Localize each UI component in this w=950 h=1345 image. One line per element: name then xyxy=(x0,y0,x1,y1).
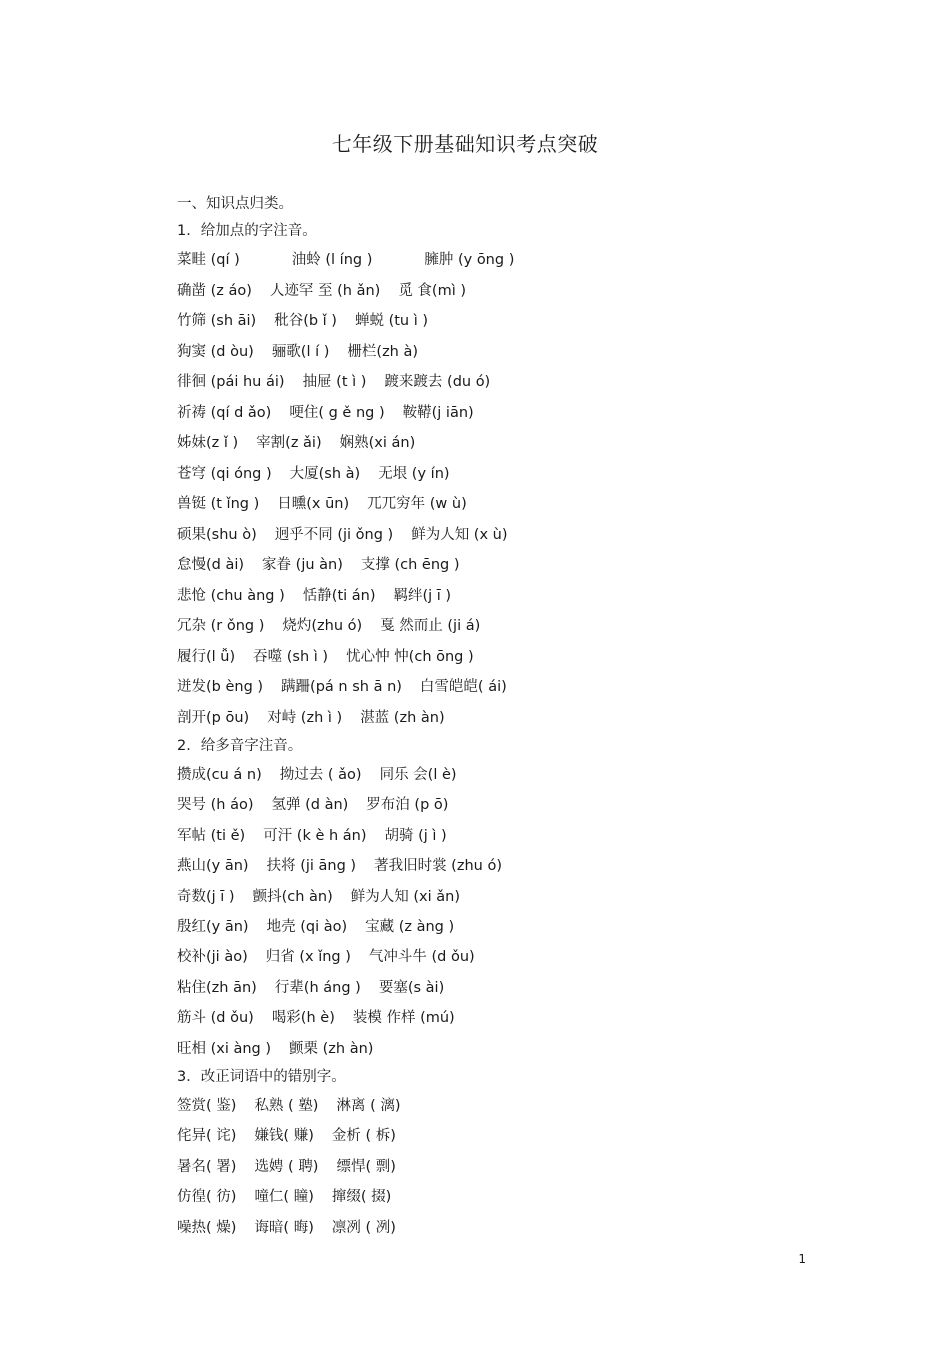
word-item: 秕谷(b ǐ ) xyxy=(274,313,337,329)
word-item: 羁绊(j ī ) xyxy=(393,587,452,604)
page-number: 1 xyxy=(798,1252,806,1266)
word-item: 确凿 (z áo) xyxy=(177,282,252,299)
exercise-row xyxy=(177,398,797,429)
word-item: 祈祷 (qí d ǎo) xyxy=(177,404,272,421)
word-item: 侘异( 诧) xyxy=(177,1128,237,1145)
word-item: 恬静(ti án) xyxy=(302,587,376,604)
exercise-row xyxy=(177,882,797,912)
word-item: 著我旧时裳 (zhu ó) xyxy=(374,858,502,875)
word-item: 栅栏(zh à) xyxy=(347,343,419,360)
word-item: 行辈(h áng ) xyxy=(274,979,361,996)
word-item: 觅 食(mì ) xyxy=(398,282,467,299)
exercise-row xyxy=(177,428,797,459)
exercise-row xyxy=(177,1091,797,1122)
word-item: 支撑 (ch ēng ) xyxy=(360,557,460,573)
word-item: 宰割(z ǎi) xyxy=(256,435,322,451)
word-item: 蝉蜕 (tu ì ) xyxy=(354,313,429,329)
word-item: 气冲斗牛 (d ǒu) xyxy=(368,949,475,966)
word-item: 骊歌(l í ) xyxy=(271,343,330,360)
word-item: 对峙 (zh ì ) xyxy=(267,709,343,726)
word-item: 要塞(s ài) xyxy=(378,979,445,996)
word-item: 暑名( 署) xyxy=(177,1158,237,1175)
word-item: 抽屉 (t ì ) xyxy=(302,374,367,390)
exercise-row xyxy=(177,672,797,703)
exercise-row xyxy=(177,1003,797,1033)
word-item: 迸发(b èng ) xyxy=(177,679,264,695)
word-item: 殷红(y ān) xyxy=(177,918,249,935)
exercise-row xyxy=(177,1152,797,1183)
word-item: 宝藏 (z àng ) xyxy=(365,918,455,935)
word-item: 大厦(sh à) xyxy=(289,465,361,482)
exercise-row xyxy=(177,1213,797,1244)
word-item: 烧灼(zhu ó) xyxy=(282,618,363,634)
word-item: 噪热( 燥) xyxy=(177,1219,237,1236)
word-item: 日曛(x ūn) xyxy=(277,496,350,512)
word-item: 颤栗 (zh àn) xyxy=(289,1040,374,1057)
exercise-group xyxy=(177,760,797,1064)
word-item: 归省 (x ǐng ) xyxy=(265,949,351,966)
exercise-row xyxy=(177,1121,797,1152)
word-item: 人迹罕 至 (h ǎn) xyxy=(269,282,381,299)
word-item: 嫌钱( 赚) xyxy=(254,1128,314,1145)
word-item: 兽铤 (t ǐng ) xyxy=(177,496,260,512)
exercise-row xyxy=(177,851,797,881)
word-item: 冗杂 (r ǒng ) xyxy=(177,618,265,634)
word-item: 戛 然而止 (ji á) xyxy=(380,618,481,634)
word-item: 鲜为人知 (x ù) xyxy=(411,526,508,543)
group-heading: 3．改正词语中的错别字。 xyxy=(177,1068,346,1085)
exercise-row xyxy=(177,1182,797,1213)
word-item: 装模 作样 (mú) xyxy=(352,1010,455,1027)
exercise-row xyxy=(177,489,797,520)
word-item: 硕果(shu ò) xyxy=(177,526,257,543)
word-item: 悲怆 (chu àng ) xyxy=(177,587,285,604)
word-item: 油蛉 (l íng ) xyxy=(291,252,373,268)
word-item: 金析 ( 柝) xyxy=(331,1128,396,1145)
group-heading: 2．给多音字注音。 xyxy=(177,738,303,754)
word-item: 同乐 会(l è) xyxy=(379,767,457,783)
exercise-group xyxy=(177,245,797,733)
word-item: 颤抖(ch àn) xyxy=(252,888,333,905)
word-item: 姊妹(z ǐ ) xyxy=(177,435,239,451)
section-heading: 一、知识点归类。 xyxy=(177,196,293,212)
exercise-row xyxy=(177,581,797,612)
word-item: 粘住(zh ān) xyxy=(177,979,257,996)
word-item: 旺相 (xi àng ) xyxy=(177,1040,272,1057)
word-item: 胡骑 (j ì ) xyxy=(384,827,447,844)
word-item: 蹒跚(pá n sh ā n) xyxy=(281,679,402,695)
word-item: 踱来踱去 (du ó) xyxy=(384,374,491,390)
word-item: 签赏( 鉴) xyxy=(177,1097,237,1114)
exercise-row xyxy=(177,520,797,551)
word-item: 娴熟(xi án) xyxy=(339,435,416,451)
word-item: 撺缀( 掇) xyxy=(331,1189,392,1206)
word-item: 地壳 (qi ào) xyxy=(266,918,348,935)
word-item: 淋离 ( 漓) xyxy=(336,1097,401,1114)
word-item: 湛蓝 (zh àn) xyxy=(360,709,445,726)
word-item: 竹筛 (sh āi) xyxy=(177,313,257,329)
word-item: 筋斗 (d ǒu) xyxy=(177,1010,254,1027)
word-item: 兀兀穷年 (w ù) xyxy=(367,496,467,512)
exercise-row xyxy=(177,912,797,942)
word-item: 徘徊 (pái hu ái) xyxy=(177,374,285,390)
word-item: 可汗 (k è h án) xyxy=(263,827,367,844)
document-body xyxy=(177,191,797,1243)
word-item: 凛冽 ( 冽) xyxy=(331,1219,396,1236)
word-item: 哽住( g ě ng ) xyxy=(289,404,385,421)
exercise-row xyxy=(177,942,797,972)
exercise-row xyxy=(177,367,797,398)
exercise-row xyxy=(177,276,797,307)
word-item: 噇仁( 瞳) xyxy=(254,1189,314,1206)
word-item: 拗过去 ( ǎo) xyxy=(279,767,362,783)
exercise-row xyxy=(177,306,797,337)
exercise-row xyxy=(177,245,797,276)
word-item: 剖开(p ōu) xyxy=(177,709,250,726)
group-heading: 1．给加点的字注音。 xyxy=(177,223,317,239)
word-item: 私熟 ( 塾) xyxy=(254,1097,319,1114)
exercise-row xyxy=(177,760,797,790)
exercise-row xyxy=(177,821,797,851)
word-item: 仿徨( 彷) xyxy=(177,1189,237,1206)
exercise-row xyxy=(177,337,797,368)
word-item: 狗窦 (d òu) xyxy=(177,343,254,360)
word-item: 燕山(y ān) xyxy=(177,858,249,875)
word-item: 履行(l ǚ) xyxy=(177,648,236,665)
word-item: 奇数(j ī ) xyxy=(177,888,235,905)
word-item: 罗布泊 (p ō) xyxy=(366,797,449,814)
page-title: 七年级下册基础知识考点突破 xyxy=(331,132,599,156)
word-item: 扶将 (ji āng ) xyxy=(266,858,357,875)
word-item: 诲暗( 晦) xyxy=(254,1219,314,1236)
word-item: 菜畦 (qí ) xyxy=(177,252,240,268)
exercise-row xyxy=(177,611,797,642)
word-item: 忧心忡 忡(ch ōng ) xyxy=(346,648,474,665)
word-item: 迥乎不同 (ji ǒng ) xyxy=(274,526,394,543)
word-item: 鞍鞯(j iān) xyxy=(402,404,474,421)
exercise-row xyxy=(177,703,797,734)
word-item: 苍穹 (qi óng ) xyxy=(177,465,272,482)
exercise-row xyxy=(177,642,797,673)
word-item: 缥悍( 剽) xyxy=(336,1158,396,1175)
word-item: 攒成(cu á n) xyxy=(177,767,262,783)
exercise-row xyxy=(177,459,797,490)
word-item: 军帖 (ti ě) xyxy=(177,827,246,844)
exercise-row xyxy=(177,790,797,820)
exercise-group xyxy=(177,1091,797,1244)
word-item: 校补(ji ào) xyxy=(177,949,248,966)
word-item: 吞噬 (sh ì ) xyxy=(253,648,329,665)
exercise-row xyxy=(177,1034,797,1064)
word-item: 氢弹 (d àn) xyxy=(271,797,349,814)
word-item: 家眷 (ju àn) xyxy=(262,557,343,573)
word-item: 鲜为人知 (xi ǎn) xyxy=(350,888,460,905)
exercise-row xyxy=(177,550,797,581)
word-item: 无垠 (y ín) xyxy=(378,465,450,482)
word-item: 怠慢(d ài) xyxy=(177,557,245,573)
word-item: 选娉 ( 聘) xyxy=(254,1158,319,1175)
exercise-row xyxy=(177,973,797,1003)
word-item: 白雪皑皑( ái) xyxy=(419,679,507,695)
word-item: 臃肿 (y ōng ) xyxy=(424,252,515,268)
word-item: 喝彩(h è) xyxy=(271,1010,335,1027)
word-item: 哭号 (h áo) xyxy=(177,797,254,814)
